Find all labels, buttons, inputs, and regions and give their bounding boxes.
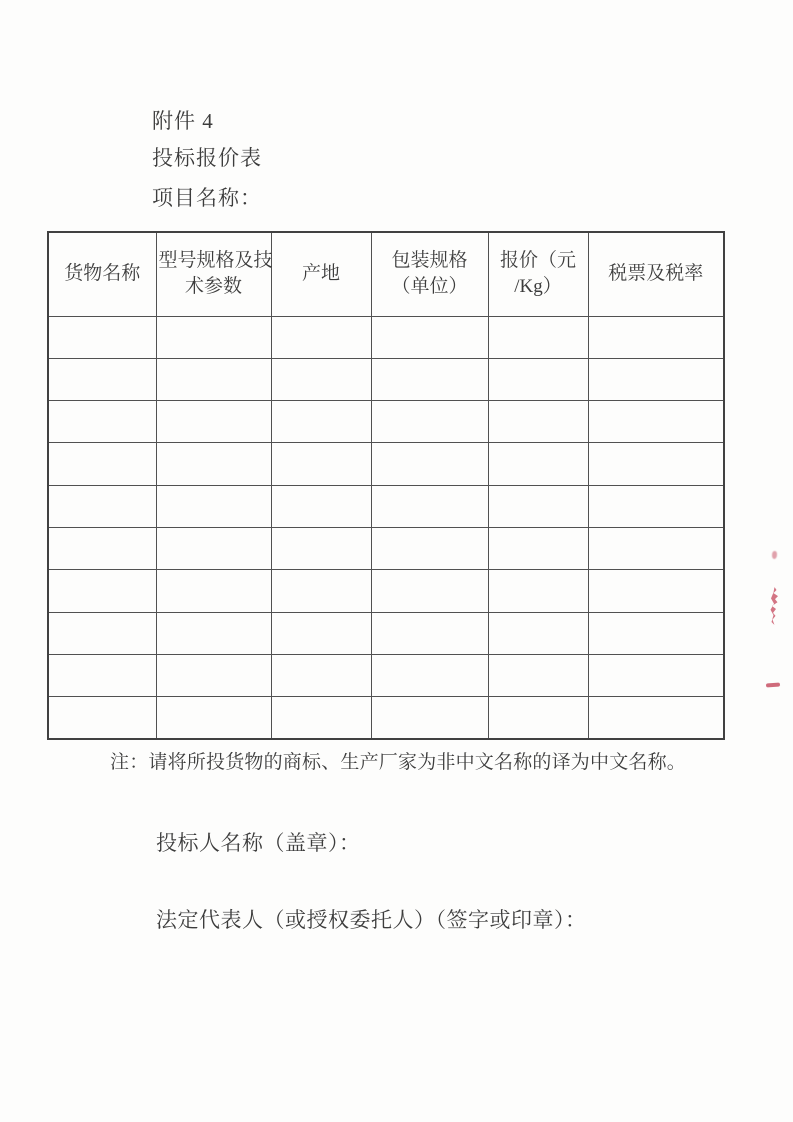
col-header-goods-name — [48, 232, 156, 316]
table-cell — [156, 316, 271, 358]
table-cell — [371, 654, 488, 696]
table-cell — [48, 527, 156, 569]
col-header-model-specs — [156, 232, 271, 316]
header-label-line: 型号规格及技 — [158, 249, 273, 271]
table-cell — [48, 697, 156, 739]
table-cell — [156, 654, 271, 696]
table-cell — [156, 612, 271, 654]
table-cell — [588, 401, 724, 443]
table-cell — [271, 612, 371, 654]
table-cell — [156, 358, 271, 400]
table-cell — [271, 485, 371, 527]
table-cell — [371, 358, 488, 400]
project-name-label: 项目名称： — [152, 186, 262, 210]
header-label-line: /Kg） — [514, 276, 562, 298]
table-cell — [156, 401, 271, 443]
table-cell — [488, 443, 588, 485]
table-row — [48, 316, 724, 358]
table-cell — [48, 443, 156, 485]
table-cell — [488, 570, 588, 612]
form-title: 投标报价表 — [152, 146, 262, 170]
header-label-line: （单位） — [391, 276, 468, 298]
header-label-line: 产地 — [301, 262, 340, 284]
table-row — [48, 358, 724, 400]
note-text: 注：请将所投货物的商标、生产厂家为非中文名称的译为中文名称。 — [110, 752, 687, 773]
table-cell — [48, 570, 156, 612]
table-cell — [48, 316, 156, 358]
col-header-origin — [271, 232, 371, 316]
header-label-line: 包装规格 — [391, 249, 468, 271]
table-cell — [271, 527, 371, 569]
table-cell — [156, 485, 271, 527]
col-header-price-per-kg — [488, 232, 588, 316]
table-cell — [488, 485, 588, 527]
table-cell — [271, 697, 371, 739]
table-cell — [488, 527, 588, 569]
table-cell — [488, 697, 588, 739]
table-cell — [156, 697, 271, 739]
table-cell — [588, 697, 724, 739]
header-label-line: 报价（元 — [499, 249, 576, 271]
table-cell — [271, 443, 371, 485]
table-cell — [156, 527, 271, 569]
header-label-line: 货物名称 — [64, 262, 141, 284]
table-cell — [371, 443, 488, 485]
legal-representative-label: 法定代表人（或授权委托人）（签字或印章）： — [156, 908, 587, 932]
red-ink-dash-artifact — [766, 683, 780, 688]
table-cell — [371, 485, 488, 527]
table-cell — [271, 401, 371, 443]
table-cell — [488, 316, 588, 358]
table-cell — [371, 570, 488, 612]
table-cell — [588, 485, 724, 527]
table-row — [48, 401, 724, 443]
attachment-label: 附件 4 — [152, 109, 214, 133]
table-cell — [156, 443, 271, 485]
table-cell — [371, 316, 488, 358]
header-label-line: 税票及税率 — [608, 262, 704, 284]
table-cell — [588, 654, 724, 696]
table-cell — [588, 443, 724, 485]
table-row — [48, 654, 724, 696]
header-label-line: 术参数 — [184, 276, 242, 298]
table-row — [48, 697, 724, 739]
table-row — [48, 612, 724, 654]
bidder-name-label: 投标人名称（盖章）： — [156, 831, 361, 855]
table-cell — [271, 316, 371, 358]
table-row — [48, 570, 724, 612]
table-cell — [488, 654, 588, 696]
table-cell — [371, 697, 488, 739]
table-cell — [48, 401, 156, 443]
table-cell — [48, 612, 156, 654]
table-cell — [271, 358, 371, 400]
table-cell — [488, 401, 588, 443]
table-cell — [588, 316, 724, 358]
table-cell — [371, 527, 488, 569]
table-cell — [48, 654, 156, 696]
table-cell — [588, 358, 724, 400]
table-cell — [488, 612, 588, 654]
table-cell — [371, 612, 488, 654]
table-cell — [156, 570, 271, 612]
table-row — [48, 527, 724, 569]
table-cell — [48, 485, 156, 527]
red-ink-speck-artifact — [772, 551, 777, 559]
col-header-packaging-spec — [371, 232, 488, 316]
bid-quotation-table — [47, 231, 725, 740]
table-row — [48, 485, 724, 527]
table-row — [48, 443, 724, 485]
table-cell — [488, 358, 588, 400]
table-cell — [588, 527, 724, 569]
table-cell — [48, 358, 156, 400]
table-cell — [371, 401, 488, 443]
table-header-row — [48, 232, 724, 316]
red-ink-smudge-artifact — [769, 587, 779, 625]
col-header-tax-invoice-rate — [588, 232, 724, 316]
table-cell — [271, 570, 371, 612]
table-body — [48, 316, 724, 739]
table-cell — [588, 612, 724, 654]
table-cell — [588, 570, 724, 612]
table-cell — [271, 654, 371, 696]
